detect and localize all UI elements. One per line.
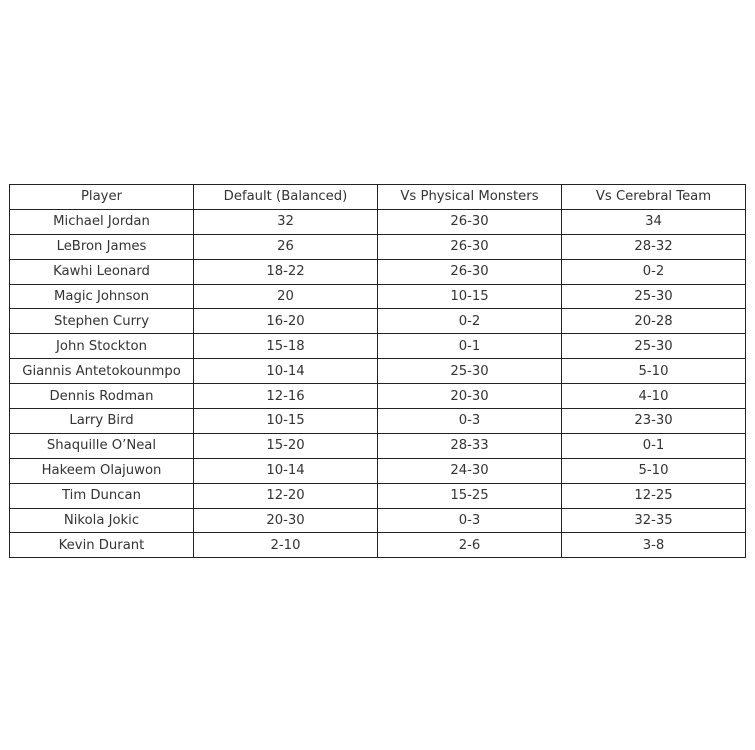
table-row xyxy=(10,259,746,284)
default-value-cell: 20 xyxy=(194,284,378,309)
default-value-cell: 32 xyxy=(194,209,378,234)
vs-physical-value-cell: 26-30 xyxy=(378,209,562,234)
player-name-cell: Hakeem Olajuwon xyxy=(10,458,194,483)
player-name-cell: Giannis Antetokounmpo xyxy=(10,359,194,384)
table-row xyxy=(10,508,746,533)
table-row xyxy=(10,359,746,384)
table-row xyxy=(10,433,746,458)
vs-cerebral-value-cell: 3-8 xyxy=(562,533,746,558)
default-value-cell: 18-22 xyxy=(194,259,378,284)
vs-physical-value-cell: 24-30 xyxy=(378,458,562,483)
vs-physical-value-cell: 28-33 xyxy=(378,433,562,458)
player-table-container xyxy=(9,184,746,558)
default-value-cell: 10-15 xyxy=(194,409,378,434)
table-row xyxy=(10,384,746,409)
vs-cerebral-value-cell: 5-10 xyxy=(562,359,746,384)
column-header-player: Player xyxy=(10,185,194,210)
vs-physical-value-cell: 0-3 xyxy=(378,508,562,533)
vs-physical-value-cell: 26-30 xyxy=(378,234,562,259)
default-value-cell: 15-18 xyxy=(194,334,378,359)
column-header-default: Default (Balanced) xyxy=(194,185,378,210)
player-name-cell: Tim Duncan xyxy=(10,483,194,508)
vs-cerebral-value-cell: 12-25 xyxy=(562,483,746,508)
player-minutes-table xyxy=(9,184,746,558)
vs-cerebral-value-cell: 25-30 xyxy=(562,284,746,309)
vs-physical-value-cell: 0-2 xyxy=(378,309,562,334)
vs-physical-value-cell: 25-30 xyxy=(378,359,562,384)
vs-cerebral-value-cell: 23-30 xyxy=(562,409,746,434)
vs-cerebral-value-cell: 0-2 xyxy=(562,259,746,284)
vs-physical-value-cell: 20-30 xyxy=(378,384,562,409)
default-value-cell: 26 xyxy=(194,234,378,259)
vs-physical-value-cell: 15-25 xyxy=(378,483,562,508)
table-row xyxy=(10,234,746,259)
table-row xyxy=(10,284,746,309)
vs-cerebral-value-cell: 28-32 xyxy=(562,234,746,259)
vs-physical-value-cell: 0-1 xyxy=(378,334,562,359)
player-name-cell: Shaquille O’Neal xyxy=(10,433,194,458)
vs-physical-value-cell: 2-6 xyxy=(378,533,562,558)
player-name-cell: John Stockton xyxy=(10,334,194,359)
table-row xyxy=(10,309,746,334)
default-value-cell: 16-20 xyxy=(194,309,378,334)
default-value-cell: 2-10 xyxy=(194,533,378,558)
table-row xyxy=(10,409,746,434)
vs-cerebral-value-cell: 20-28 xyxy=(562,309,746,334)
player-name-cell: Michael Jordan xyxy=(10,209,194,234)
vs-cerebral-value-cell: 25-30 xyxy=(562,334,746,359)
player-name-cell: Nikola Jokic xyxy=(10,508,194,533)
table-row xyxy=(10,483,746,508)
table-row xyxy=(10,458,746,483)
header-row xyxy=(10,185,746,210)
vs-cerebral-value-cell: 0-1 xyxy=(562,433,746,458)
vs-cerebral-value-cell: 32-35 xyxy=(562,508,746,533)
player-name-cell: Larry Bird xyxy=(10,409,194,434)
default-value-cell: 15-20 xyxy=(194,433,378,458)
default-value-cell: 10-14 xyxy=(194,359,378,384)
vs-physical-value-cell: 0-3 xyxy=(378,409,562,434)
player-name-cell: Dennis Rodman xyxy=(10,384,194,409)
default-value-cell: 20-30 xyxy=(194,508,378,533)
player-name-cell: LeBron James xyxy=(10,234,194,259)
vs-physical-value-cell: 26-30 xyxy=(378,259,562,284)
vs-physical-value-cell: 10-15 xyxy=(378,284,562,309)
default-value-cell: 10-14 xyxy=(194,458,378,483)
player-name-cell: Magic Johnson xyxy=(10,284,194,309)
player-name-cell: Kawhi Leonard xyxy=(10,259,194,284)
table-row xyxy=(10,334,746,359)
vs-cerebral-value-cell: 4-10 xyxy=(562,384,746,409)
player-name-cell: Stephen Curry xyxy=(10,309,194,334)
player-name-cell: Kevin Durant xyxy=(10,533,194,558)
default-value-cell: 12-16 xyxy=(194,384,378,409)
column-header-vs-physical: Vs Physical Monsters xyxy=(378,185,562,210)
vs-cerebral-value-cell: 34 xyxy=(562,209,746,234)
table-row xyxy=(10,533,746,558)
default-value-cell: 12-20 xyxy=(194,483,378,508)
vs-cerebral-value-cell: 5-10 xyxy=(562,458,746,483)
column-header-vs-cerebral: Vs Cerebral Team xyxy=(562,185,746,210)
table-row xyxy=(10,209,746,234)
